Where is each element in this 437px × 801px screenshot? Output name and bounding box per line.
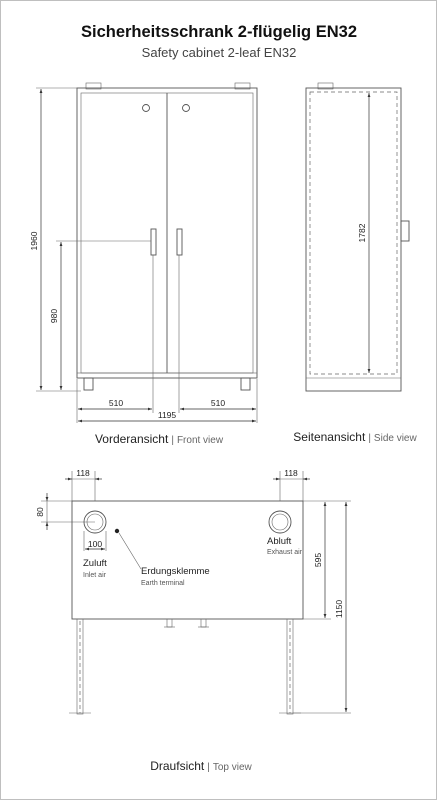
- front-lock-right: [183, 105, 190, 112]
- earth-label: Erdungsklemme: [141, 566, 210, 577]
- front-foot-right: [241, 378, 250, 390]
- front-view-caption: Vorderansicht | Front view: [94, 432, 224, 446]
- earth-label-en: Earth terminal: [141, 580, 185, 587]
- dim-pipe-diameter: 100: [87, 539, 103, 549]
- side-inner-dashed: [310, 92, 397, 374]
- dim-offset-right: 118: [284, 468, 298, 478]
- page-title: Sicherheitsschrank 2-flügelig EN32: [80, 23, 358, 41]
- dim-height-total: 1960: [29, 231, 39, 251]
- dim-width-total: 1195: [157, 410, 177, 420]
- front-lock-left: [143, 105, 150, 112]
- exhaust-label-en: Exhaust air: [267, 549, 303, 556]
- inlet-label: Zuluft: [83, 558, 107, 569]
- dim-inner-height: 1782: [357, 223, 367, 243]
- earth-terminal-dot: [115, 529, 119, 533]
- inlet-label-en: Inlet air: [83, 572, 106, 579]
- front-foot-left: [84, 378, 93, 390]
- connector-right: [201, 619, 206, 627]
- front-handle-left: [151, 229, 156, 255]
- page-subtitle: Safety cabinet 2-leaf EN32: [141, 45, 297, 60]
- technical-drawing: [1, 1, 437, 801]
- front-plinth: [77, 373, 257, 378]
- dim-offset-left: 118: [76, 468, 90, 478]
- side-view-caption: Seitenansicht | Side view: [293, 430, 417, 444]
- top-view: [35, 468, 351, 773]
- dim-door-width-left: 510: [108, 398, 124, 408]
- dim-depth-total: 1150: [334, 599, 344, 619]
- dim-depth-cabinet: 595: [313, 552, 323, 568]
- exhaust-label: Abluft: [267, 536, 292, 547]
- side-handle: [401, 221, 409, 241]
- front-handle-right: [177, 229, 182, 255]
- earth-leader: [119, 533, 141, 569]
- dim-door-width-right: 510: [210, 398, 226, 408]
- dim-height-handle: 980: [49, 308, 59, 324]
- side-cabinet-outline: [306, 88, 401, 391]
- top-view-caption: Draufsicht | Top view: [150, 759, 252, 773]
- side-view: [293, 83, 417, 444]
- front-view: [29, 83, 257, 446]
- dim-depth-offset: 80: [35, 507, 45, 517]
- connector-left: [167, 619, 172, 627]
